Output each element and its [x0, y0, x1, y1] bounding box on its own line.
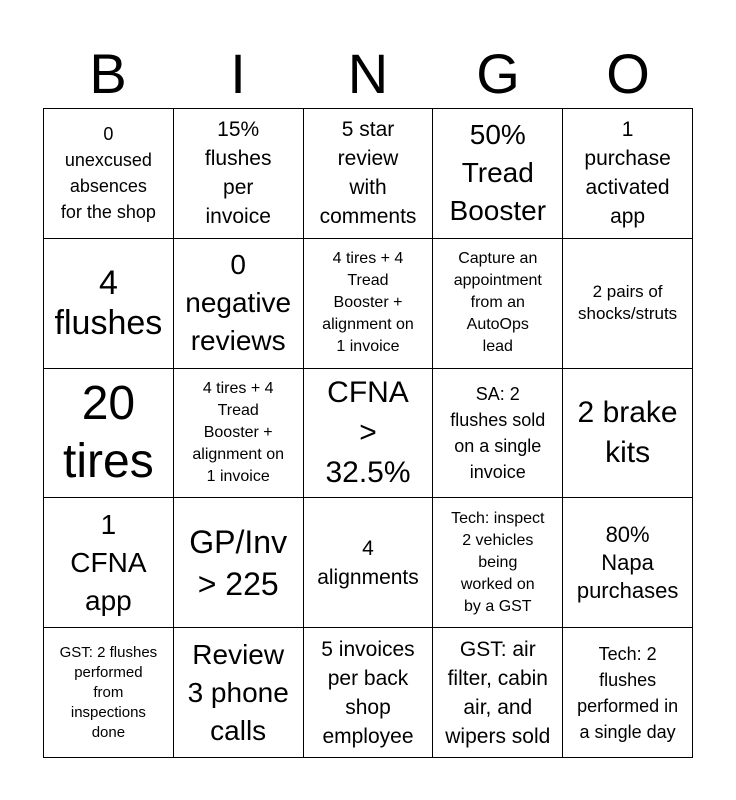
bingo-cell[interactable]: [563, 628, 693, 758]
cell-text: 4 tires + 4 Tread Booster + alignment on 1 invoice: [322, 250, 414, 356]
header-letter-b: B: [89, 42, 127, 105]
header-letter-n: N: [347, 42, 389, 105]
bingo-cell[interactable]: [433, 109, 563, 239]
cell-text: GP/Inv > 225: [189, 523, 288, 602]
bingo-cell[interactable]: [304, 498, 434, 628]
bingo-cell[interactable]: [433, 498, 563, 628]
bingo-cell[interactable]: [44, 239, 174, 369]
cell-text: 2 pairs of shocks/struts: [577, 282, 678, 324]
bingo-cell[interactable]: [563, 109, 693, 239]
cell-text: Review 3 phone calls: [187, 638, 289, 746]
bingo-cell[interactable]: [174, 109, 304, 239]
cell-text: 1 purchase activated app: [584, 118, 671, 229]
bingo-cell[interactable]: [433, 628, 563, 758]
bingo-cell[interactable]: [174, 628, 304, 758]
bingo-cell[interactable]: [304, 239, 434, 369]
header-letter-i: I: [230, 42, 246, 105]
cell-text: 4 tires + 4 Tread Booster + alignment on 1 invoice: [192, 379, 284, 485]
bingo-cell[interactable]: [304, 109, 434, 239]
cell-text: 4 alignments: [317, 536, 419, 589]
bingo-cell[interactable]: [174, 498, 304, 628]
header-letter-g: G: [476, 42, 520, 105]
bingo-cell[interactable]: [44, 369, 174, 499]
bingo-cell[interactable]: [44, 628, 174, 758]
cell-text: 0 unexcused absences for the shop: [60, 124, 156, 223]
cell-text: 5 invoices per back shop employee: [321, 637, 415, 748]
cell-text: CFNA > 32.5%: [325, 375, 411, 489]
bingo-cell[interactable]: [304, 628, 434, 758]
bingo-cell[interactable]: [174, 239, 304, 369]
bingo-cell[interactable]: [304, 369, 434, 499]
cell-text: 1 CFNA app: [70, 508, 147, 616]
bingo-cell[interactable]: [563, 239, 693, 369]
cell-text: 2 brake kits: [577, 395, 678, 469]
cell-text: SA: 2 flushes sold on a single invoice: [450, 383, 546, 482]
header-letter-o: O: [606, 42, 650, 105]
cell-text: Capture an appointment from an AutoOps lead: [453, 250, 542, 356]
bingo-cell[interactable]: [563, 369, 693, 499]
cell-text: 0 negative reviews: [185, 249, 292, 357]
cell-text: 20 tires: [63, 376, 154, 488]
cell-text: GST: 2 flushes performed from inspections done: [59, 643, 158, 741]
cell-text: GST: air filter, cabin air, and wipers sold: [445, 637, 551, 748]
bingo-cell[interactable]: [563, 498, 693, 628]
bingo-cell[interactable]: [44, 109, 174, 239]
bingo-header: [43, 40, 693, 108]
cell-text: 80% Napa purchases: [576, 521, 679, 603]
cell-text: Tech: inspect 2 vehicles being worked on by a GST: [451, 509, 545, 615]
cell-text: 5 star review with comments: [319, 118, 417, 229]
cell-text: 15% flushes per invoice: [204, 118, 272, 229]
bingo-cell[interactable]: [44, 498, 174, 628]
cell-text: Tech: 2 flushes performed in a single day: [577, 643, 679, 742]
bingo-cell[interactable]: [433, 239, 563, 369]
cell-text: 4 flushes: [54, 264, 163, 343]
cell-text: 50% Tread Booster: [449, 119, 547, 227]
bingo-cell[interactable]: [433, 369, 563, 499]
bingo-cell[interactable]: [174, 369, 304, 499]
bingo-board: [43, 108, 693, 758]
